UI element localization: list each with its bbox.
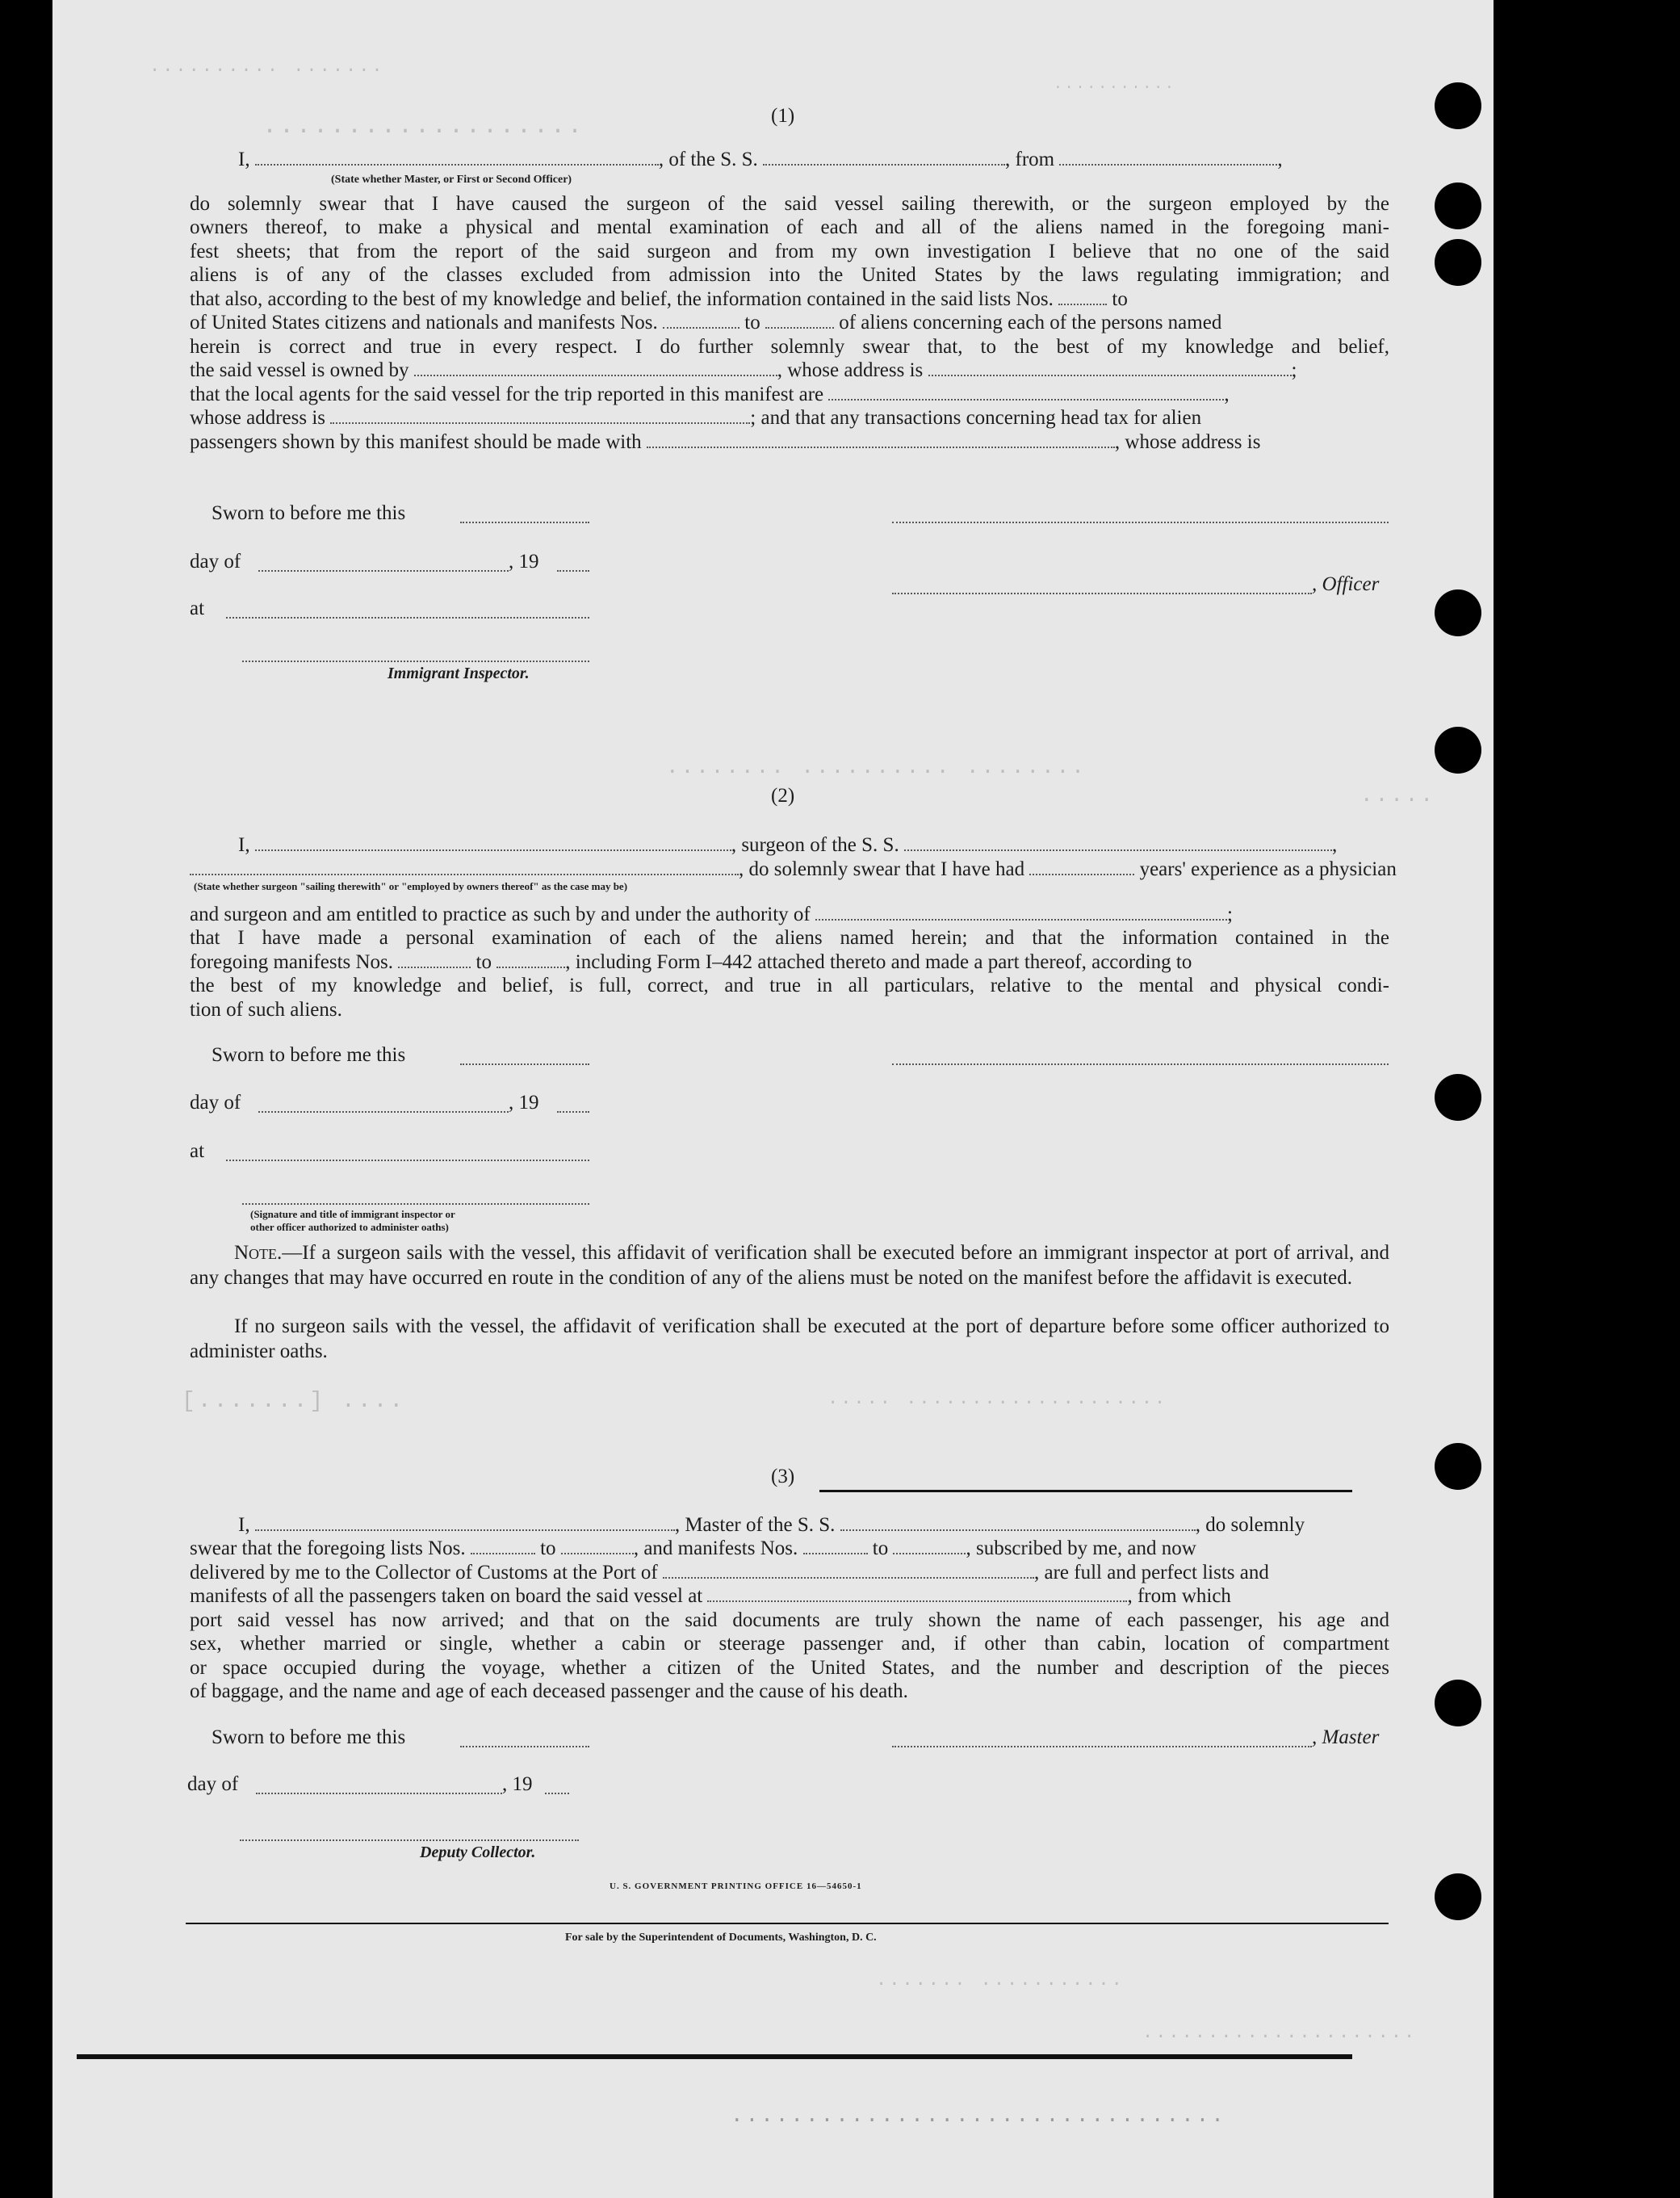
officer-signature-line-1[interactable] xyxy=(892,522,1389,523)
section2-manifests-from-field[interactable] xyxy=(398,950,471,968)
owner-field[interactable] xyxy=(414,359,777,376)
note-paragraph-2: If no surgeon sails with the vessel, the affidavit of verification shall be executed at the port of departure before some officer authorized to administer oaths. xyxy=(190,1315,1389,1362)
section2-experience-line: , do solemnly swear that I have had years' experience as a physician xyxy=(190,858,1389,882)
punch-hole xyxy=(1435,82,1481,129)
bleed-through-text: ....... ........... xyxy=(876,1970,1125,1990)
bleed-through-text: [.......] .... xyxy=(182,1389,406,1414)
manifests-to-field[interactable] xyxy=(765,311,834,329)
punch-hole xyxy=(1435,589,1481,636)
inspector-caption: Immigrant Inspector. xyxy=(388,665,530,682)
day-of-label-2: day of xyxy=(190,1092,241,1114)
section3-manifests-from-field[interactable] xyxy=(803,1537,868,1554)
section1-body-line: aliens is of any of the classes excluded from admission into the United States by the laws regulating immigration; and xyxy=(190,264,1389,286)
section1-body-line: do solemnly swear that I have caused the surgeon of the said vessel sailing therewith, or the surgeon employed by the xyxy=(190,193,1389,215)
sworn-label-2: Sworn to before me this xyxy=(212,1044,406,1066)
departure-port-field[interactable] xyxy=(1059,148,1277,166)
bleed-through-text: .......... ....... xyxy=(149,57,385,77)
at-place-field-2[interactable] xyxy=(226,1160,589,1161)
collector-caption: Deputy Collector. xyxy=(420,1844,536,1861)
bleed-through-text: ........... xyxy=(1054,77,1176,93)
master-ship-field[interactable] xyxy=(840,1513,1196,1531)
section3-body-line: of baggage, and the name and age of each deceased passenger and the cause of his death. xyxy=(190,1680,908,1702)
gpo-imprint: U. S. GOVERNMENT PRINTING OFFICE 16—54650-1 xyxy=(610,1881,862,1891)
local-agents-field[interactable] xyxy=(828,383,1224,401)
sworn-label-3: Sworn to before me this xyxy=(212,1726,406,1748)
oath-officer-signature-line[interactable] xyxy=(242,1203,589,1205)
day-of-field-3[interactable] xyxy=(256,1793,502,1794)
note-paragraph-1: Note.—If a surgeon sails with the vessel, this affidavit of verification shall be executed before an immigrant inspector at port of arrival, and any changes that may have occurred en route in the condition of any of the aliens must be noted on the manifest before the affidavit is executed. xyxy=(190,1242,1389,1289)
surgeon-signature-line[interactable] xyxy=(892,1063,1389,1065)
section1-manifests-line: of United States citizens and nationals and manifests Nos. to of aliens concerning each of the persons named xyxy=(190,312,1222,333)
master-name-field[interactable] xyxy=(255,1513,675,1531)
section3-body-line: sex, whether married or single, whether a cabin or steerage passenger and, if other than cabin, location of compartment xyxy=(190,1633,1389,1655)
section3-port-line: delivered by me to the Collector of Customs at the Port of , are full and perfect lists and xyxy=(190,1562,1269,1583)
section2-body-line: that I have made a personal examination of each of the aliens named herein; and that the information contained in the xyxy=(190,927,1389,949)
surgeon-status-note: (State whether surgeon "sailing therewith" or "employed by owners thereof" as the case may be) xyxy=(194,880,628,892)
section3-boarded-line: manifests of all the passengers taken on board the said vessel at , from which xyxy=(190,1585,1231,1607)
at-place-field-1[interactable] xyxy=(226,617,589,619)
section2-body-line: the best of my knowledge and belief, is full, correct, and true in all particulars, relative to the mental and physical condi- xyxy=(190,975,1389,996)
punch-hole xyxy=(1435,182,1481,229)
bleed-through-text: ........ .......... ........ xyxy=(666,755,1087,779)
section3-master-line: I, , Master of the S. S. , do solemnly xyxy=(238,1514,1305,1536)
section3-rule xyxy=(819,1490,1352,1492)
surgeon-name-field[interactable] xyxy=(255,833,731,851)
collector-signature-line[interactable] xyxy=(240,1839,579,1841)
lists-from-field[interactable] xyxy=(1058,287,1107,305)
section3-lists-from-field[interactable] xyxy=(471,1537,535,1554)
bleed-through-text: ..................... xyxy=(1142,2023,1418,2043)
bleed-through-text: ................... xyxy=(262,113,585,141)
bleed-through-text: ..... xyxy=(1360,783,1436,807)
section1-officer-line: I, , of the S. S. , from , xyxy=(238,149,1283,170)
oath-officer-caption: (Signature and title of immigrant inspector or xyxy=(250,1208,455,1220)
punch-hole xyxy=(1435,1443,1481,1490)
owner-address-field[interactable] xyxy=(928,359,1292,376)
authority-field[interactable] xyxy=(815,903,1227,921)
section1-body-line: fest sheets; that from the report of the said surgeon and from my own investigation I believe that no one of the said xyxy=(190,241,1389,262)
ship-name-field[interactable] xyxy=(763,148,1005,166)
section2-authority-line: and surgeon and am entitled to practice as such by and under the authority of ; xyxy=(190,904,1233,925)
year-label-2: , 19 xyxy=(509,1092,539,1114)
year-field-3[interactable] xyxy=(545,1793,569,1794)
collector-port-field[interactable] xyxy=(663,1561,1034,1579)
section1-lists-line: that also, according to the best of my knowledge and belief, the information contained in the said lists Nos. to xyxy=(190,288,1128,310)
officer-rank-field[interactable] xyxy=(255,148,659,166)
section1-agents-line: that the local agents for the said vessel for the trip reported in this manifest are , xyxy=(190,384,1230,405)
section3-manifests-to-field[interactable] xyxy=(893,1537,966,1554)
surgeon-ship-field[interactable] xyxy=(904,833,1332,851)
bleed-through-text: ..... .................... xyxy=(827,1389,1168,1409)
section1-body-line: herein is correct and true in every respect. I do further solemnly swear that, to the best of my knowledge and belief, xyxy=(190,336,1389,358)
day-of-field-1[interactable] xyxy=(258,570,509,572)
sale-notice: For sale by the Superintendent of Documents, Washington, D. C. xyxy=(565,1932,877,1944)
section-number-2: (2) xyxy=(771,785,795,807)
officer-signature-line-2[interactable] xyxy=(892,593,1312,594)
section2-manifests-line: foregoing manifests Nos. to , including Form I–442 attached thereto and made a part thereof, according to xyxy=(190,951,1192,973)
section-number-1: (1) xyxy=(771,105,795,127)
section3-lists-line: swear that the foregoing lists Nos. to , and manifests Nos. to , subscribed by me, and now xyxy=(190,1537,1196,1559)
manifest-back-page xyxy=(52,0,1494,2198)
sworn-date-field-3[interactable] xyxy=(460,1746,589,1747)
section1-owner-line: the said vessel is owned by , whose address is ; xyxy=(190,359,1297,381)
day-of-field-2[interactable] xyxy=(258,1111,509,1113)
headtax-contact-field[interactable] xyxy=(647,430,1115,448)
at-label-1: at xyxy=(190,598,205,619)
section3-body-line: or space occupied during the voyage, whether a citizen of the United States, and the number and description of the pieces xyxy=(190,1657,1389,1679)
punch-hole xyxy=(1435,1074,1481,1121)
master-caption: , Master xyxy=(1312,1726,1380,1748)
sworn-date-field-2[interactable] xyxy=(460,1063,589,1065)
inspector-signature-line[interactable] xyxy=(242,661,589,662)
section3-lists-to-field[interactable] xyxy=(561,1537,634,1554)
section1-body-line: owners thereof, to make a physical and mental examination of each and all of the aliens named in the foregoing mani- xyxy=(190,216,1389,238)
oath-officer-caption: other officer authorized to administer oaths) xyxy=(250,1221,449,1233)
agents-address-field[interactable] xyxy=(330,406,750,424)
year-field-2[interactable] xyxy=(557,1111,589,1113)
section1-headtax-line: passengers shown by this manifest should be made with , whose address is xyxy=(190,431,1261,453)
years-experience-field[interactable] xyxy=(1029,858,1134,875)
section2-body-line: tion of such aliens. xyxy=(190,999,342,1021)
master-signature-line[interactable] xyxy=(892,1746,1312,1747)
scan-dark-band xyxy=(77,2054,1352,2059)
sworn-date-field-1[interactable] xyxy=(460,522,589,523)
officer-rank-note: (State whether Master, or First or Second Officer) xyxy=(331,174,572,186)
year-field-1[interactable] xyxy=(557,570,589,572)
section2-surgeon-line: I, , surgeon of the S. S. , xyxy=(238,834,1338,856)
section3-body-line: port said vessel has now arrived; and that on the said documents are truly shown the name of each passenger, his age and xyxy=(190,1609,1389,1631)
day-of-label-1: day of xyxy=(190,551,241,573)
punch-hole xyxy=(1435,1680,1481,1726)
punch-hole xyxy=(1435,727,1481,774)
day-of-label-3: day of xyxy=(187,1773,239,1795)
section1-agents-address-line: whose address is ; and that any transactions concerning head tax for alien xyxy=(190,407,1202,429)
year-label-1: , 19 xyxy=(509,551,539,573)
at-label-2: at xyxy=(190,1140,205,1162)
punch-hole xyxy=(1435,1873,1481,1920)
surgeon-status-field[interactable] xyxy=(190,858,739,875)
section2-manifests-to-field[interactable] xyxy=(496,950,565,968)
sworn-label-1: Sworn to before me this xyxy=(212,502,406,524)
footer-rule xyxy=(186,1923,1389,1924)
officer-caption: , Officer xyxy=(1312,573,1380,595)
bleed-through-text: ................................. xyxy=(731,2104,1226,2128)
punch-hole xyxy=(1435,239,1481,286)
year-label-3: , 19 xyxy=(502,1773,533,1795)
boarding-port-field[interactable] xyxy=(707,1584,1127,1602)
section-number-3: (3) xyxy=(771,1466,795,1487)
manifests-from-field[interactable] xyxy=(663,311,739,329)
